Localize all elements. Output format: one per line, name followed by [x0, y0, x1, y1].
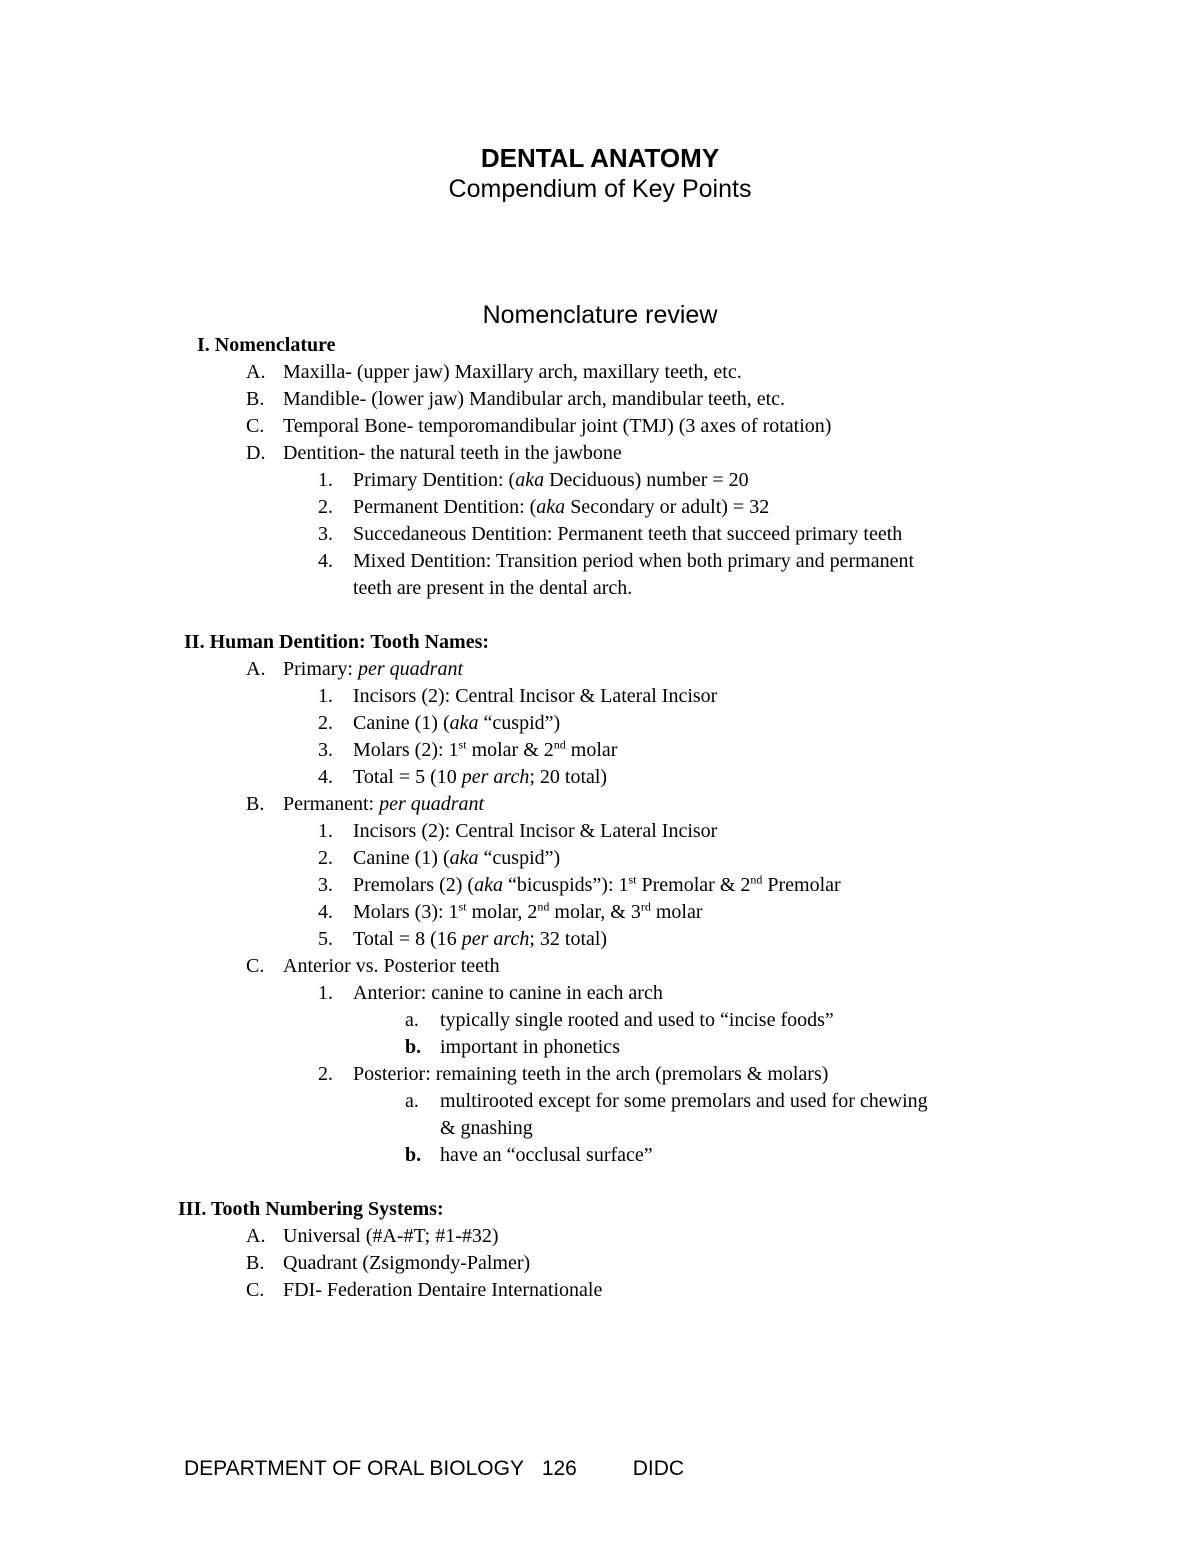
list-item: 2. Posterior: remaining teeth in the arch (premolars & molars) — [318, 1063, 829, 1085]
list-item: b. important in phonetics — [405, 1036, 620, 1058]
outline-heading — [0, 332, 1200, 359]
outline-body — [0, 332, 1200, 1304]
list-item: B. Quadrant (Zsigmondy-Palmer) — [246, 1252, 531, 1274]
list-item: B. Mandible- (lower jaw) Mandibular arch, mandibular teeth, etc. — [246, 388, 786, 410]
list-item: 4. Molars (3): 1st molar, 2nd molar, & 3rd molar — [318, 899, 703, 923]
list-item-continuation: teeth are present in the dental arch. — [353, 577, 633, 599]
list-item: 4. Total = 5 (10 per arch; 20 total) — [318, 766, 608, 788]
list-item: b. have an “occlusal surface” — [405, 1144, 653, 1166]
list-item: 3. Molars (2): 1st molar & 2nd molar — [318, 737, 618, 761]
list-item: A. Primary: per quadrant — [246, 658, 463, 680]
section-title: Nomenclature review — [482, 301, 718, 329]
list-item: 3. Succedaneous Dentition: Permanent teeth that succeed primary teeth — [318, 523, 903, 545]
outline-heading — [0, 1196, 1200, 1223]
list-item: 2. Permanent Dentition: (aka Secondary or adult) = 32 — [318, 496, 770, 518]
list-item: C. Anterior vs. Posterior teeth — [246, 955, 500, 977]
list-item: 4. Mixed Dentition: Transition period when both primary and permanent — [318, 550, 915, 572]
heading-tooth-names: II. Human Dentition: Tooth Names: — [184, 631, 490, 653]
list-item: C. FDI- Federation Dentaire Internationale — [246, 1279, 603, 1301]
heading-numbering-systems: III. Tooth Numbering Systems: — [178, 1198, 444, 1220]
list-item: 2. Canine (1) (aka “cuspid”) — [318, 712, 561, 734]
document-title: DENTAL ANATOMY — [480, 143, 720, 173]
list-item: 1. Primary Dentition: (aka Deciduous) number = 20 — [318, 469, 749, 491]
list-item: 2. Canine (1) (aka “cuspid”) — [318, 847, 561, 869]
list-item: a. typically single rooted and used to “incise foods” — [405, 1009, 834, 1031]
document-subtitle: Compendium of Key Points — [448, 175, 752, 203]
list-item: 1. Anterior: canine to canine in each arch — [318, 982, 663, 1004]
list-item: D. Dentition- the natural teeth in the jawbone — [246, 442, 622, 464]
list-item: A. Maxilla- (upper jaw) Maxillary arch, maxillary teeth, etc. — [246, 361, 742, 383]
page-footer — [184, 1454, 684, 1484]
list-item: B. Permanent: per quadrant — [246, 793, 485, 815]
footer-department: DEPARTMENT OF ORAL BIOLOGY — [184, 1457, 524, 1480]
list-item: 5. Total = 8 (16 per arch; 32 total) — [318, 928, 608, 950]
list-item-continuation: & gnashing — [440, 1117, 533, 1139]
list-item: 1. Incisors (2): Central Incisor & Lateral Incisor — [318, 685, 718, 707]
outline-heading — [0, 629, 1200, 656]
list-item: A. Universal (#A-#T; #1-#32) — [246, 1225, 499, 1247]
footer-page-number: 126 — [541, 1457, 577, 1480]
list-item: C. Temporal Bone- temporomandibular joint (TMJ) (3 axes of rotation) — [246, 415, 832, 437]
footer-code: DIDC — [632, 1457, 685, 1480]
heading-nomenclature: I. Nomenclature — [197, 334, 336, 356]
list-item: a. multirooted except for some premolars and used for chewing — [405, 1090, 928, 1112]
list-item: 3. Premolars (2) (aka “bicuspids”): 1st Premolar & 2nd Premolar — [318, 872, 841, 896]
list-item: 1. Incisors (2): Central Incisor & Lateral Incisor — [318, 820, 718, 842]
